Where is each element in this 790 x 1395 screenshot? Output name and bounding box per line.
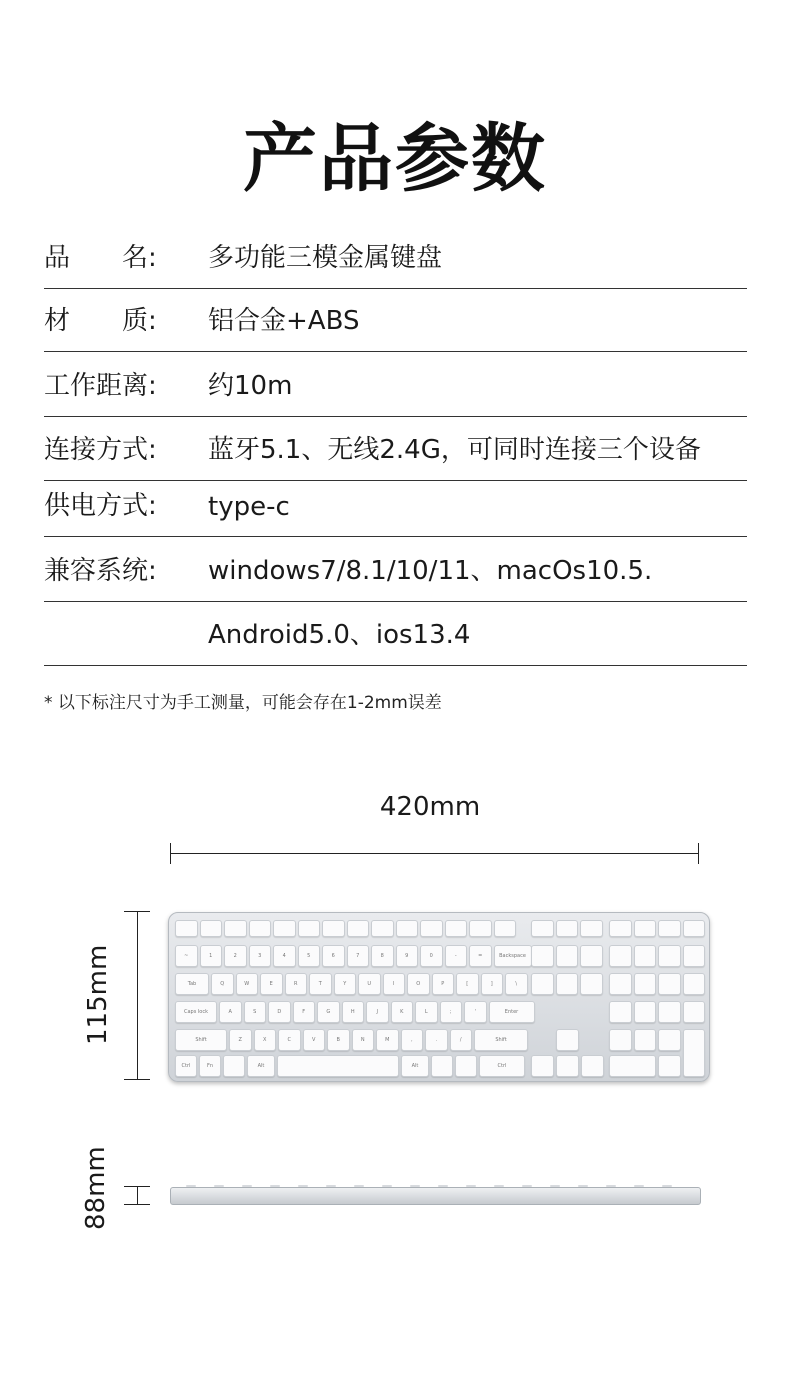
keycap-edge	[438, 1185, 448, 1187]
keyboard-key	[581, 1055, 604, 1077]
keycap-edge	[634, 1185, 644, 1187]
width-dimension-line	[170, 853, 699, 854]
keyboard-key	[556, 1029, 579, 1051]
spec-row	[44, 226, 747, 289]
keyboard-key	[200, 920, 223, 937]
spec-label: 连接方式:	[44, 435, 157, 465]
keyboard-key: \	[505, 973, 528, 995]
spec-label: 工作距离:	[44, 371, 157, 401]
keyboard-key	[556, 920, 579, 937]
keycap-edge	[298, 1185, 308, 1187]
keyboard-key	[683, 1029, 706, 1077]
spec-label: 兼容系统:	[44, 556, 157, 586]
spec-table	[44, 226, 747, 666]
height-dimension-label: 88mm	[81, 1146, 111, 1230]
keyboard-key	[683, 945, 706, 967]
keyboard-key: 6	[322, 945, 345, 967]
keyboard-key	[531, 945, 554, 967]
spec-value: 约10m	[208, 371, 293, 401]
keycap-edge	[326, 1185, 336, 1187]
keycap-edge	[494, 1185, 504, 1187]
keyboard-key: A	[219, 1001, 242, 1023]
keyboard-key: Enter	[489, 1001, 535, 1023]
keyboard-key	[658, 920, 681, 937]
width-dimension-tick-left	[170, 843, 171, 864]
keyboard-key: I	[383, 973, 406, 995]
height-dimension-cap-bottom	[124, 1204, 150, 1205]
keyboard-key	[683, 1001, 706, 1023]
keycap-edge	[550, 1185, 560, 1187]
keyboard-key	[347, 920, 370, 937]
spec-value: 铝合金+ABS	[208, 306, 360, 336]
keyboard-key: ]	[481, 973, 504, 995]
spec-value: 多功能三模金属键盘	[208, 243, 443, 273]
keyboard-key	[634, 973, 657, 995]
keyboard-key: F	[293, 1001, 316, 1023]
keyboard-key	[455, 1055, 477, 1077]
keyboard-key	[683, 920, 706, 937]
page-title: 产品参数	[243, 116, 547, 202]
keyboard-key: 2	[224, 945, 247, 967]
keyboard-key: [	[456, 973, 479, 995]
keyboard-key: Ctrl	[479, 1055, 525, 1077]
keycap-edge	[354, 1185, 364, 1187]
keyboard-key: Y	[334, 973, 357, 995]
keyboard-key: 5	[298, 945, 321, 967]
keyboard-key	[609, 920, 632, 937]
keyboard-key	[634, 1001, 657, 1023]
keyboard-key: Alt	[247, 1055, 275, 1077]
keyboard-key: X	[254, 1029, 277, 1051]
keyboard-key	[658, 973, 681, 995]
measurement-note: * 以下标注尺寸为手工测量，可能会存在1-2mm误差	[44, 693, 442, 713]
keyboard-key: Backspace	[494, 945, 532, 967]
height-dimension-line	[137, 1187, 138, 1205]
width-dimension-tick-right	[698, 843, 699, 864]
keyboard-key	[420, 920, 443, 937]
keyboard-key: Q	[211, 973, 234, 995]
keyboard-key	[580, 920, 603, 937]
spec-row	[44, 289, 747, 352]
keyboard-key: 8	[371, 945, 394, 967]
keyboard-key	[556, 1055, 579, 1077]
keyboard-key: Alt	[401, 1055, 429, 1077]
keyboard-key	[634, 920, 657, 937]
keyboard-key	[609, 945, 632, 967]
keyboard-key: J	[366, 1001, 389, 1023]
keyboard-key	[658, 1055, 681, 1077]
keycap-edge	[662, 1185, 672, 1187]
width-dimension-label: 420mm	[379, 792, 481, 822]
keyboard-key: 1	[200, 945, 223, 967]
keyboard-key: E	[260, 973, 283, 995]
keyboard-key: H	[342, 1001, 365, 1023]
keycap-edge	[270, 1185, 280, 1187]
keyboard-key: =	[469, 945, 492, 967]
keyboard-key	[609, 973, 632, 995]
keyboard-key: Tab	[175, 973, 209, 995]
keyboard-key: 0	[420, 945, 443, 967]
keyboard-key	[273, 920, 296, 937]
keyboard-key	[531, 920, 554, 937]
depth-dimension-label: 115mm	[83, 944, 113, 1045]
keyboard-key: Caps lock	[175, 1001, 217, 1023]
keyboard-key: W	[236, 973, 259, 995]
keyboard-key: N	[352, 1029, 375, 1051]
keyboard-key: Shift	[474, 1029, 528, 1051]
keyboard-key	[658, 1029, 681, 1051]
keycap-edge	[186, 1185, 196, 1187]
keyboard-key: .	[425, 1029, 448, 1051]
keyboard-key: V	[303, 1029, 326, 1051]
keyboard-key	[531, 1055, 554, 1077]
keyboard-key	[249, 920, 272, 937]
keyboard-key: D	[268, 1001, 291, 1023]
keyboard-key	[580, 973, 603, 995]
keycap-edge	[382, 1185, 392, 1187]
spec-row	[44, 352, 747, 417]
keyboard-key	[609, 1055, 656, 1077]
spec-value: type-c	[208, 492, 290, 522]
keyboard-key	[277, 1055, 399, 1077]
keyboard-key: -	[445, 945, 468, 967]
keyboard-key	[609, 1029, 632, 1051]
keyboard-key	[396, 920, 419, 937]
keyboard-key: '	[464, 1001, 487, 1023]
keyboard-key	[580, 945, 603, 967]
keyboard-key: ;	[440, 1001, 463, 1023]
keyboard-key	[494, 920, 517, 937]
depth-dimension-cap-bottom	[124, 1079, 150, 1080]
keycap-edge	[522, 1185, 532, 1187]
keycap-edge	[410, 1185, 420, 1187]
depth-dimension-cap-top	[124, 911, 150, 912]
keyboard-key: G	[317, 1001, 340, 1023]
keyboard-key	[634, 945, 657, 967]
keyboard-top-view	[168, 912, 710, 1082]
keyboard-key: 4	[273, 945, 296, 967]
keyboard-key: /	[450, 1029, 473, 1051]
keyboard-key: C	[278, 1029, 301, 1051]
keyboard-key	[658, 945, 681, 967]
keyboard-key	[683, 973, 706, 995]
spec-value: windows7/8.1/10/11、macOs10.5.	[208, 556, 653, 586]
keyboard-key: Z	[229, 1029, 252, 1051]
height-dimension-cap-top	[124, 1186, 150, 1187]
spec-row	[44, 537, 747, 602]
keyboard-key: 3	[249, 945, 272, 967]
keyboard-key	[298, 920, 321, 937]
keyboard-key	[556, 973, 579, 995]
keyboard-key: Shift	[175, 1029, 227, 1051]
spec-label: 供电方式:	[44, 491, 157, 521]
keyboard-key	[469, 920, 492, 937]
depth-dimension-line	[137, 912, 138, 1080]
keyboard-key	[556, 945, 579, 967]
keyboard-key	[531, 973, 554, 995]
keyboard-key	[634, 1029, 657, 1051]
spec-label: 材 质:	[44, 306, 157, 336]
keyboard-key	[223, 1055, 245, 1077]
keyboard-key: S	[244, 1001, 267, 1023]
keyboard-key: R	[285, 973, 308, 995]
keyboard-key	[322, 920, 345, 937]
keyboard-key: 9	[396, 945, 419, 967]
keyboard-key: ,	[401, 1029, 424, 1051]
keyboard-key	[609, 1001, 632, 1023]
keyboard-key	[445, 920, 468, 937]
keyboard-key: ~	[175, 945, 198, 967]
keyboard-side-view	[170, 1187, 701, 1205]
spec-row	[44, 481, 747, 537]
keyboard-key: M	[376, 1029, 399, 1051]
keyboard-key: P	[432, 973, 455, 995]
keyboard-key	[175, 920, 198, 937]
spec-row	[44, 417, 747, 481]
keyboard-key: L	[415, 1001, 438, 1023]
spec-row	[44, 602, 747, 666]
keyboard-key	[431, 1055, 453, 1077]
keycap-edge	[466, 1185, 476, 1187]
keycap-edge	[606, 1185, 616, 1187]
keycap-edge	[242, 1185, 252, 1187]
spec-value: Android5.0、ios13.4	[208, 620, 471, 650]
keyboard-key: K	[391, 1001, 414, 1023]
spec-value: 蓝牙5.1、无线2.4G，可同时连接三个设备	[208, 435, 701, 465]
keyboard-key: Fn	[199, 1055, 221, 1077]
keyboard-key: O	[407, 973, 430, 995]
keycap-edge	[578, 1185, 588, 1187]
spec-label: 品 名:	[44, 243, 157, 273]
keyboard-key: B	[327, 1029, 350, 1051]
keyboard-key	[224, 920, 247, 937]
keyboard-key	[371, 920, 394, 937]
keyboard-key: T	[309, 973, 332, 995]
keyboard-key: Ctrl	[175, 1055, 197, 1077]
keycap-edge	[214, 1185, 224, 1187]
keyboard-key: 7	[347, 945, 370, 967]
keyboard-key: U	[358, 973, 381, 995]
keyboard-key	[658, 1001, 681, 1023]
